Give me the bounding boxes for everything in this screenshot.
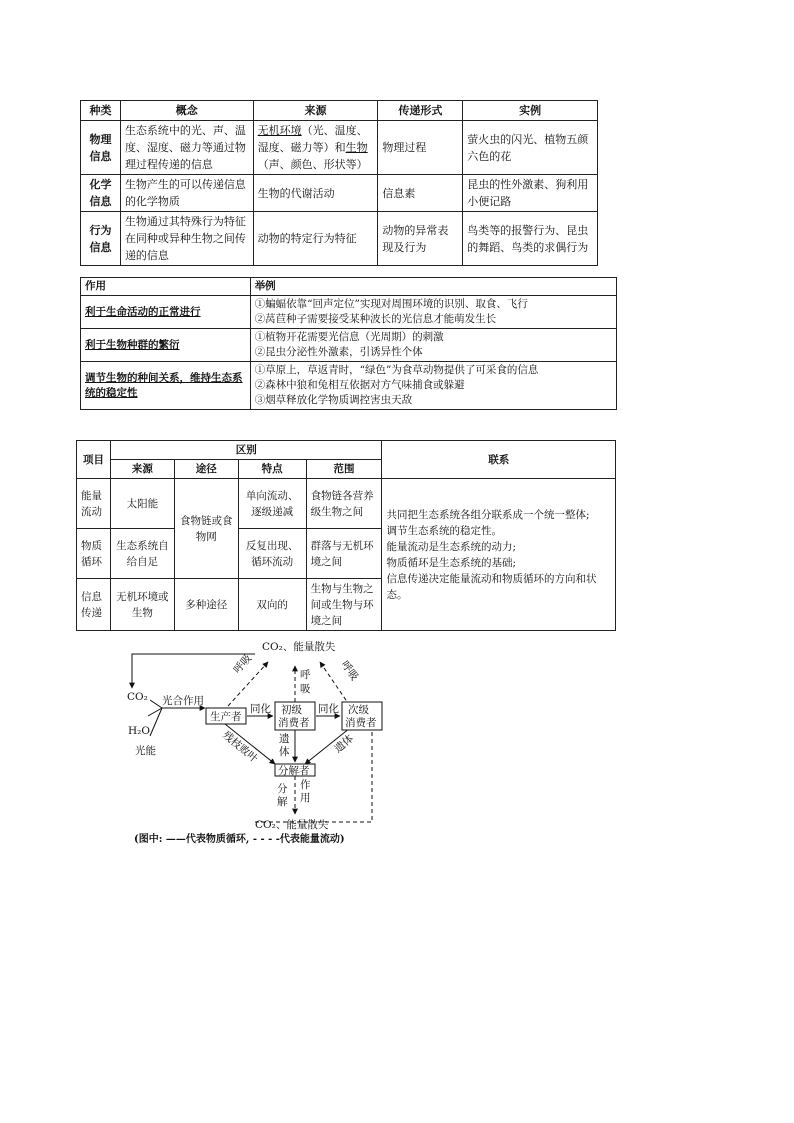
respiration-label: 呼 (300, 669, 311, 681)
type-cell: 化学信息 (81, 175, 121, 212)
information-types-table (80, 100, 598, 266)
source-cell: 无机环境或生物 (110, 579, 174, 631)
remains-label: 遗 (279, 733, 290, 745)
remains-label: 遗体 (332, 732, 357, 756)
header-cell: 举例 (250, 278, 616, 296)
role-cell: 利于生命活动的正常进行 (81, 296, 251, 329)
source-cell (253, 121, 378, 175)
link-cell (382, 479, 616, 631)
source-cell: 生态系统自给自足 (110, 529, 174, 579)
producer-label: 生产者 (210, 711, 242, 723)
example-line: ③烟草释放化学物质调控害虫天敌 (254, 394, 413, 406)
feature-cell: 反复出现、循环流动 (238, 529, 306, 579)
secondary-label-a: 次级 (348, 704, 369, 716)
remains-label: 体 (279, 746, 290, 758)
light-line (150, 708, 162, 736)
legend: (图中: ——代表物质循环, - - - -代表能量流动) (134, 834, 345, 845)
example-cell: 昆虫的性外激素、狗利用小便记路 (463, 175, 598, 212)
type-cell: 行为信息 (81, 212, 121, 266)
primary-label-b: 消费者 (278, 717, 310, 729)
form-cell: 信息素 (378, 175, 463, 212)
ecosystem-functions-table (76, 440, 616, 631)
form-cell: 动物的异常表现及行为 (378, 212, 463, 266)
subheader-cell: 范围 (306, 460, 382, 479)
table-row (81, 329, 617, 362)
path-cell: 食物链或食物网 (174, 479, 238, 579)
assimilation-label: 同化 (250, 703, 271, 715)
subheader-cell: 来源 (110, 460, 174, 479)
scope-cell: 群落与无机环境之间 (306, 529, 382, 579)
subheader-cell: 特点 (238, 460, 306, 479)
header-cell: 概念 (120, 101, 253, 121)
path-cell: 多种途径 (174, 579, 238, 631)
primary-label-a: 初级 (281, 704, 302, 716)
item-cell: 能量流动 (77, 479, 111, 529)
water-label: H₂O (128, 725, 150, 737)
light-label: 光能 (135, 745, 156, 757)
decomposition-label: 用 (300, 792, 311, 804)
litter-label: 残枝败叶 (220, 729, 260, 766)
scope-cell: 食物链各营养级生物之间 (306, 479, 382, 529)
table-row (81, 212, 598, 266)
form-cell: 物理过程 (378, 121, 463, 175)
table-header-row (81, 101, 598, 121)
example-line: ②莴苣种子需要接受某种波长的光信息才能萌发生长 (254, 313, 497, 325)
table-row (81, 121, 598, 175)
header-cell: 种类 (81, 101, 121, 121)
header-cell: 区别 (110, 441, 382, 460)
link-line: 调节生态系统的稳定性。 (386, 524, 502, 537)
example-cell (250, 362, 616, 410)
table-row (77, 479, 616, 529)
header-cell: 项目 (77, 441, 111, 479)
decomposer-label: 分解者 (278, 765, 310, 777)
concept-cell: 生物通过其特殊行为特征在同种或异种生物之间传递的信息 (120, 212, 253, 266)
source-part: （光、温度、湿度、磁力等）和 (257, 124, 368, 154)
example-cell (250, 296, 616, 329)
role-cell: 调节生物的种间关系，维持生态系统的稳定性 (81, 362, 251, 410)
example-cell: 鸟类等的报警行为、昆虫的舞蹈、鸟类的求偶行为 (463, 212, 598, 266)
link-line: 共同把生态系统各组分联系成一个统一整体; (386, 508, 590, 521)
header-cell: 实例 (463, 101, 598, 121)
link-line: 信息传递决定能量流动和物质循环的方向和状态。 (386, 572, 597, 601)
subheader-cell: 途径 (174, 460, 238, 479)
concept-cell: 生态系统中的光、声、温度、湿度、磁力等通过物理过程传递的信息 (120, 121, 253, 175)
decomposition-label: 作 (300, 779, 311, 791)
respiration-label: 吸 (300, 683, 311, 695)
respiration-label: 呼吸 (338, 658, 361, 683)
table-row (81, 175, 598, 212)
diagram-labels (127, 640, 377, 845)
table-header-row (81, 278, 617, 296)
top-label: CO₂、能量散失 (262, 641, 336, 653)
feature-cell: 双向的 (238, 579, 306, 631)
table-row (81, 296, 617, 329)
source-cell: 太阳能 (110, 479, 174, 529)
example-cell: 萤火虫的闪光、植物五颜六色的花 (463, 121, 598, 175)
example-line: ①蝙蝠依靠“回声定位”实现对周围环境的识别、取食、飞行 (254, 298, 528, 310)
decomposition-label: 解 (277, 796, 288, 808)
item-cell: 信息传递 (77, 579, 111, 631)
header-cell: 联系 (382, 441, 616, 479)
photosynthesis-label: 光合作用 (162, 695, 204, 707)
respiration-label: 呼吸 (231, 652, 255, 677)
table-header-row (77, 441, 616, 460)
header-cell: 来源 (253, 101, 378, 121)
role-cell: 利于生物种群的繁衍 (81, 329, 251, 362)
cycle-diagram (110, 636, 377, 850)
link-line: 物质循环是生态系统的基础; (386, 556, 516, 569)
source-part: 生物 (345, 141, 368, 154)
decomposition-label: 分 (277, 783, 288, 795)
feature-cell: 单向流动、逐级递减 (238, 479, 306, 529)
header-cell: 传递形式 (378, 101, 463, 121)
source-cell: 动物的特定行为特征 (253, 212, 378, 266)
information-role-table (80, 277, 617, 410)
source-part: 无机环境 (257, 124, 302, 137)
scope-cell: 生物与生物之间或生物与环境之间 (306, 579, 382, 631)
source-part: （声、颜色、形状等） (257, 158, 368, 171)
co2-label: CO₂ (127, 691, 148, 703)
header-cell: 作用 (81, 278, 251, 296)
concept-cell: 生物产生的可以传递信息的化学物质 (120, 175, 253, 212)
example-line: ①草原上，草返青时，“绿色”为食草动物提供了可采食的信息 (254, 364, 539, 376)
secondary-label-b: 消费者 (345, 717, 377, 729)
source-cell: 生物的代谢活动 (253, 175, 378, 212)
example-cell (250, 329, 616, 362)
assimilation-label: 同化 (318, 703, 339, 715)
item-cell: 物质循环 (77, 529, 111, 579)
example-line: ②森林中狼和兔相互依据对方气味捕食或躲避 (254, 379, 465, 391)
example-line: ①植物开花需要光信息（光周期）的刺激 (254, 331, 444, 343)
bottom-label: CO₂、能量散失 (255, 819, 329, 831)
link-line: 能量流动是生态系统的动力; (386, 540, 516, 553)
table-row (81, 362, 617, 410)
example-line: ②昆虫分泌性外激素，引诱异性个体 (254, 346, 423, 358)
type-cell: 物理信息 (81, 121, 121, 175)
